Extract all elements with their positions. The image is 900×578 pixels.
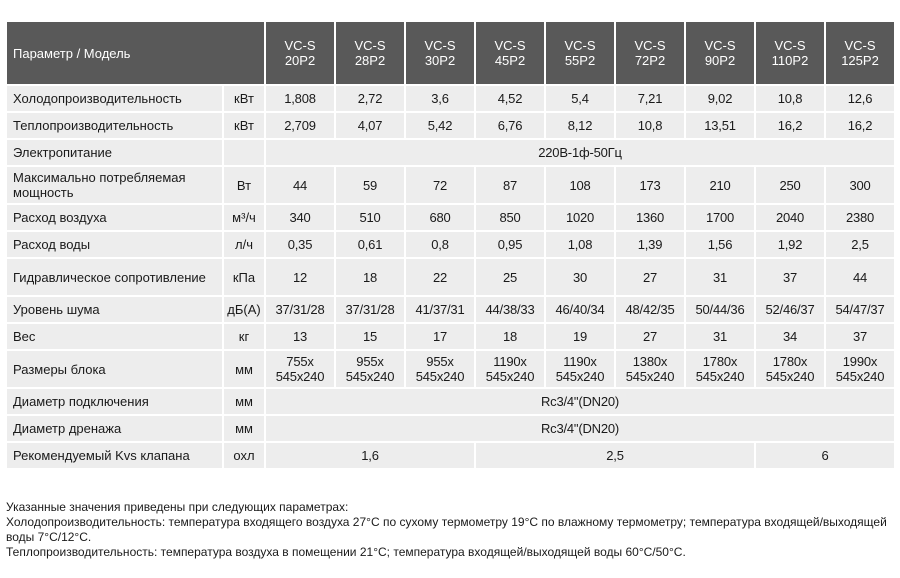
param-name: Электропитание: [6, 139, 223, 166]
value-cell: 0,8: [405, 231, 475, 258]
value-cell: 13,51: [685, 112, 755, 139]
value-cell: 27: [615, 258, 685, 296]
value-cell: 108: [545, 166, 615, 204]
value-cell: 37/31/28: [265, 296, 335, 323]
value-cell: 1,808: [265, 85, 335, 112]
value-cell: 72: [405, 166, 475, 204]
value-cell: 22: [405, 258, 475, 296]
param-unit: дБ(А): [223, 296, 265, 323]
value-cell: 850: [475, 204, 545, 231]
table-row: [6, 296, 895, 323]
param-name: Размеры блока: [6, 350, 223, 388]
value-cell: 10,8: [755, 85, 825, 112]
table-body: [6, 85, 895, 469]
model-series: VC-S: [634, 38, 666, 53]
param-name: Максимально потребляемая мощность: [6, 166, 223, 204]
value-cell: 4,52: [475, 85, 545, 112]
param-name: Рекомендуемый Kvs клапана: [6, 442, 223, 469]
value-cell: 16,2: [825, 112, 895, 139]
param-unit: мм: [223, 388, 265, 415]
model-series: VC-S: [704, 38, 736, 53]
param-name: Расход воздуха: [6, 204, 223, 231]
table-row: [6, 112, 895, 139]
value-cell: 2380: [825, 204, 895, 231]
value-cell: 46/40/34: [545, 296, 615, 323]
model-code: 72P2: [634, 53, 666, 68]
spec-table-container: [5, 20, 896, 470]
size-line-1: 1780x: [772, 354, 808, 369]
value-cell: 210: [685, 166, 755, 204]
size-line-2: 545x240: [275, 369, 325, 384]
group-value: 1,6: [265, 442, 475, 469]
param-name: Гидравлическое сопротивление: [6, 258, 223, 296]
value-cell: 44: [825, 258, 895, 296]
value-cell: 48/42/35: [615, 296, 685, 323]
merged-value: Rc3/4"(DN20): [265, 388, 895, 415]
value-cell: 12,6: [825, 85, 895, 112]
value-cell: 173: [615, 166, 685, 204]
model-header: [475, 21, 545, 85]
size-line-1: 1990x: [842, 354, 878, 369]
model-header: [545, 21, 615, 85]
value-cell: 31: [685, 323, 755, 350]
value-cell: 37/31/28: [335, 296, 405, 323]
param-unit: Вт: [223, 166, 265, 204]
model-header: [825, 21, 895, 85]
model-code: 30P2: [424, 53, 456, 68]
value-cell: 680: [405, 204, 475, 231]
param-name: Диаметр подключения: [6, 388, 223, 415]
value-cell: 44/38/33: [475, 296, 545, 323]
value-cell: 5,42: [405, 112, 475, 139]
size-line-2: 545x240: [625, 369, 675, 384]
model-header: [615, 21, 685, 85]
value-cell: 2,5: [825, 231, 895, 258]
table-row: [6, 85, 895, 112]
value-cell: [825, 350, 895, 388]
value-cell: 27: [615, 323, 685, 350]
param-unit: кВт: [223, 112, 265, 139]
value-cell: 31: [685, 258, 755, 296]
value-cell: 1700: [685, 204, 755, 231]
value-cell: [545, 350, 615, 388]
value-cell: 9,02: [685, 85, 755, 112]
value-cell: 41/37/31: [405, 296, 475, 323]
size-line-2: 545x240: [415, 369, 465, 384]
size-line-1: 1380x: [632, 354, 668, 369]
value-cell: 12: [265, 258, 335, 296]
model-series: VC-S: [844, 38, 876, 53]
model-series: VC-S: [564, 38, 596, 53]
size-line-2: 545x240: [835, 369, 885, 384]
group-value: 2,5: [475, 442, 755, 469]
value-cell: [615, 350, 685, 388]
merged-value: 220В-1ф-50Гц: [265, 139, 895, 166]
size-line-1: 1190x: [493, 354, 527, 369]
size-line-1: 955x: [356, 354, 384, 369]
footnote-heating: Теплопроизводительность: температура воздуха в помещении 21°С; температура входящей/выходящей воды 60°С/50°С.: [6, 545, 686, 559]
param-name: Расход воды: [6, 231, 223, 258]
table-row: [6, 350, 895, 388]
value-cell: 2,72: [335, 85, 405, 112]
model-series: VC-S: [284, 38, 316, 53]
value-cell: 7,21: [615, 85, 685, 112]
value-cell: [475, 350, 545, 388]
param-name: Теплопроизводительность: [6, 112, 223, 139]
value-cell: 50/44/36: [685, 296, 755, 323]
table-row: [6, 231, 895, 258]
param-unit: мм: [223, 415, 265, 442]
table-row: [6, 139, 895, 166]
value-cell: 3,6: [405, 85, 475, 112]
size-line-1: 955x: [426, 354, 454, 369]
value-cell: 1,08: [545, 231, 615, 258]
table-row: [6, 204, 895, 231]
param-name: Уровень шума: [6, 296, 223, 323]
size-line-2: 545x240: [485, 369, 535, 384]
table-row: [6, 415, 895, 442]
spec-table: [5, 20, 896, 470]
value-cell: 250: [755, 166, 825, 204]
model-header: [265, 21, 335, 85]
value-cell: 44: [265, 166, 335, 204]
value-cell: 1,92: [755, 231, 825, 258]
value-cell: 300: [825, 166, 895, 204]
size-line-1: 1190x: [563, 354, 597, 369]
value-cell: 1,39: [615, 231, 685, 258]
value-cell: 1360: [615, 204, 685, 231]
value-cell: 0,61: [335, 231, 405, 258]
param-name: Вес: [6, 323, 223, 350]
model-series: VC-S: [494, 38, 526, 53]
value-cell: 340: [265, 204, 335, 231]
value-cell: 1,56: [685, 231, 755, 258]
model-code: 125P2: [841, 53, 879, 68]
merged-value: Rc3/4"(DN20): [265, 415, 895, 442]
model-code: 110P2: [771, 53, 809, 68]
model-header: [685, 21, 755, 85]
size-line-2: 545x240: [345, 369, 395, 384]
table-row: [6, 258, 895, 296]
value-cell: [405, 350, 475, 388]
value-cell: 0,35: [265, 231, 335, 258]
value-cell: 2040: [755, 204, 825, 231]
value-cell: 18: [475, 323, 545, 350]
value-cell: 17: [405, 323, 475, 350]
footnotes: [6, 500, 896, 560]
model-header: [405, 21, 475, 85]
model-code: 20P2: [284, 53, 316, 68]
value-cell: 16,2: [755, 112, 825, 139]
value-cell: 13: [265, 323, 335, 350]
model-code: 28P2: [354, 53, 386, 68]
header-parameter-model: Параметр / Модель: [6, 21, 265, 85]
param-name: Диаметр дренажа: [6, 415, 223, 442]
value-cell: 1020: [545, 204, 615, 231]
param-unit: кг: [223, 323, 265, 350]
value-cell: 15: [335, 323, 405, 350]
param-unit: мм: [223, 350, 265, 388]
size-line-2: 545x240: [555, 369, 605, 384]
model-code: 55P2: [564, 53, 596, 68]
size-line-1: 755x: [286, 354, 314, 369]
model-code: 90P2: [704, 53, 736, 68]
value-cell: 19: [545, 323, 615, 350]
value-cell: 5,4: [545, 85, 615, 112]
param-unit: [223, 139, 265, 166]
size-line-2: 545x240: [695, 369, 745, 384]
value-cell: 0,95: [475, 231, 545, 258]
group-value: 6: [755, 442, 895, 469]
value-cell: [685, 350, 755, 388]
value-cell: 10,8: [615, 112, 685, 139]
value-cell: 52/46/37: [755, 296, 825, 323]
footnote-cooling: Холодопроизводительность: температура входящего воздуха 27°С по сухому термометру 19°С по влажному термометру; температура входящей/выходящей воды 7°С/12°С.: [6, 515, 887, 544]
value-cell: 18: [335, 258, 405, 296]
value-cell: 6,76: [475, 112, 545, 139]
value-cell: [265, 350, 335, 388]
table-row: [6, 442, 895, 469]
value-cell: 37: [825, 323, 895, 350]
value-cell: [335, 350, 405, 388]
model-series: VC-S: [424, 38, 456, 53]
param-unit: кВт: [223, 85, 265, 112]
param-unit: м³/ч: [223, 204, 265, 231]
value-cell: 54/47/37: [825, 296, 895, 323]
model-series: VC-S: [774, 38, 806, 53]
value-cell: 4,07: [335, 112, 405, 139]
footnote-intro: Указанные значения приведены при следующих параметрах:: [6, 500, 349, 514]
value-cell: 87: [475, 166, 545, 204]
value-cell: 37: [755, 258, 825, 296]
value-cell: 30: [545, 258, 615, 296]
size-line-1: 1780x: [702, 354, 738, 369]
table-row: [6, 388, 895, 415]
value-cell: 34: [755, 323, 825, 350]
value-cell: 2,709: [265, 112, 335, 139]
param-name: Холодопроизводительность: [6, 85, 223, 112]
table-row: [6, 166, 895, 204]
value-cell: 510: [335, 204, 405, 231]
value-cell: [755, 350, 825, 388]
table-row: [6, 323, 895, 350]
size-line-2: 545x240: [765, 369, 815, 384]
value-cell: 8,12: [545, 112, 615, 139]
value-cell: 25: [475, 258, 545, 296]
param-unit: л/ч: [223, 231, 265, 258]
model-series: VC-S: [354, 38, 386, 53]
model-header: [755, 21, 825, 85]
param-unit: кПа: [223, 258, 265, 296]
param-unit: охл: [223, 442, 265, 469]
model-header: [335, 21, 405, 85]
value-cell: 59: [335, 166, 405, 204]
header-row: [6, 21, 895, 85]
model-code: 45P2: [494, 53, 526, 68]
